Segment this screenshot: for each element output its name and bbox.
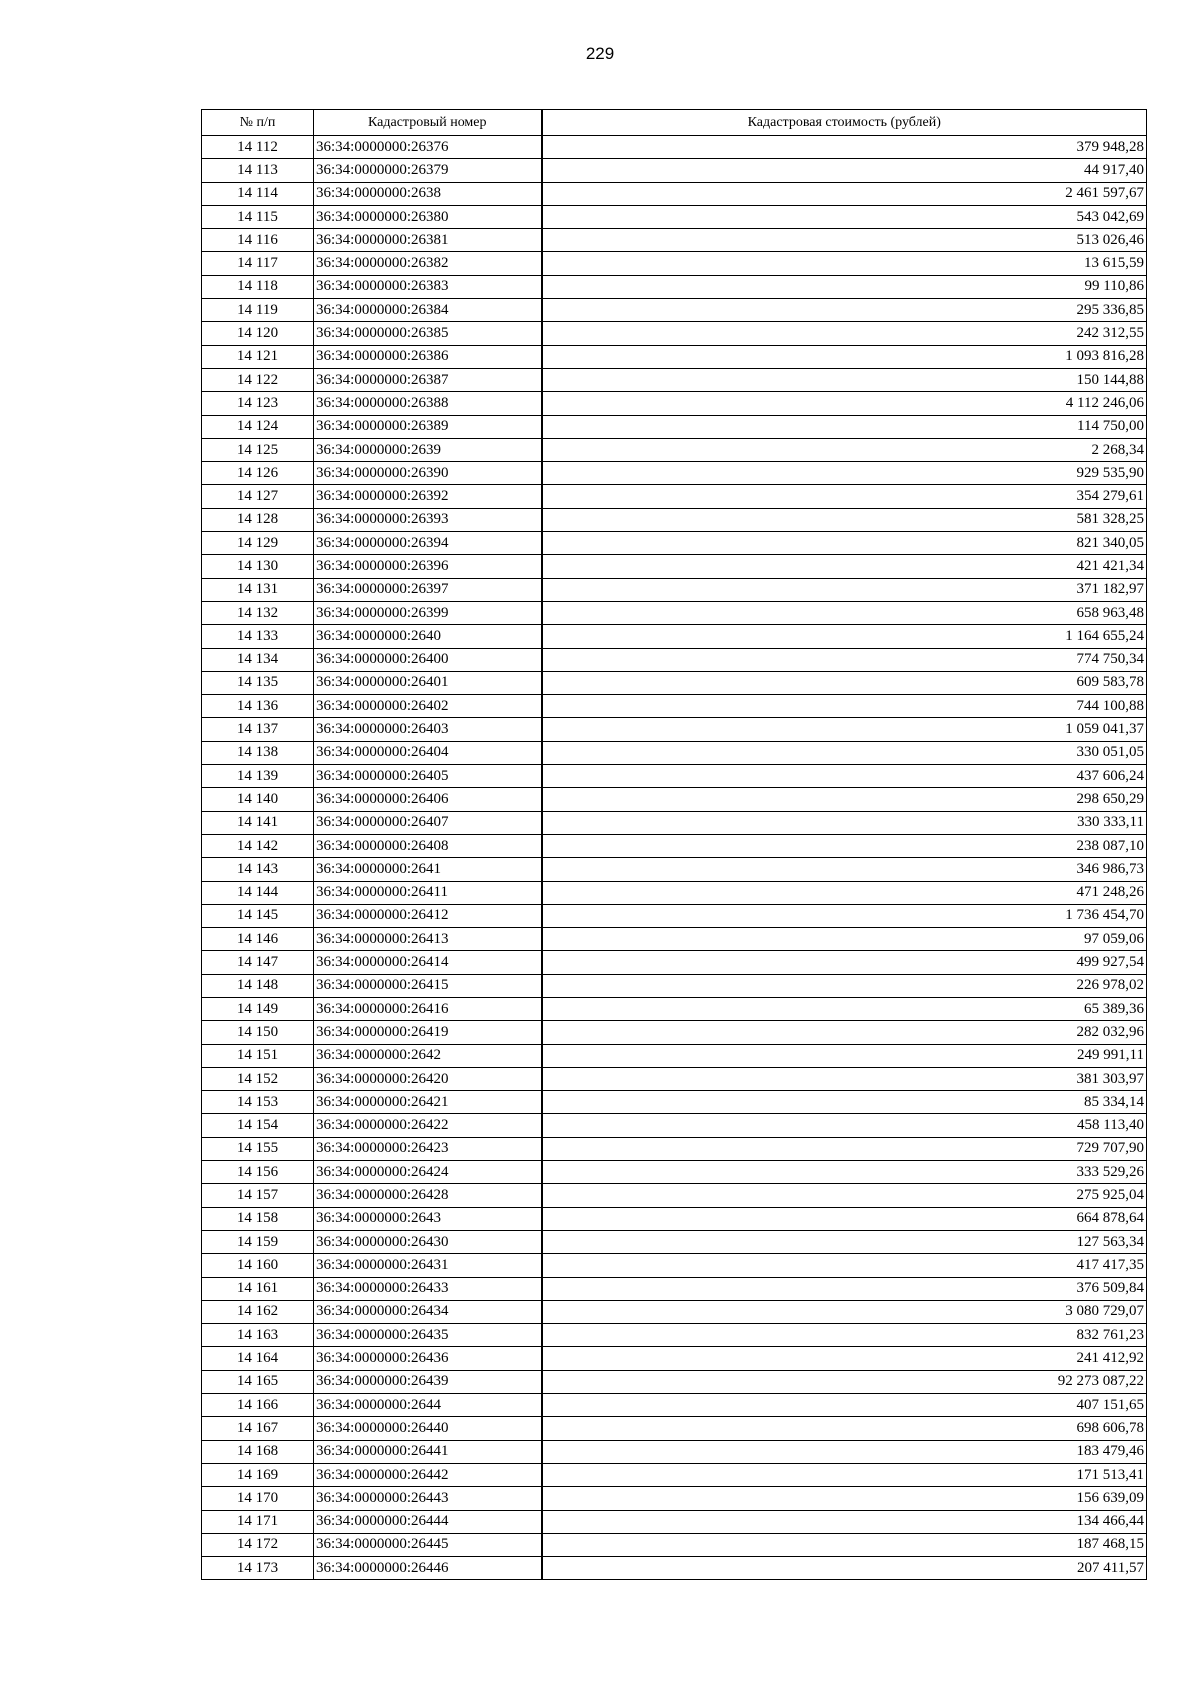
row-number-cell: 14 171 [202,1510,314,1533]
table-row [202,578,1147,601]
cadastral-value-cell: 929 535,90 [542,462,1147,485]
row-number-cell: 14 161 [202,1277,314,1300]
header-cadastral-number: Кадастровый номер [314,110,542,136]
table-row [202,1091,1147,1114]
cadastral-number-cell: 36:34:0000000:26446 [314,1557,542,1580]
cadastral-value-cell: 330 333,11 [542,811,1147,834]
row-number-cell: 14 154 [202,1114,314,1137]
cadastral-number-cell: 36:34:0000000:26442 [314,1463,542,1486]
row-number-cell: 14 150 [202,1021,314,1044]
cadastral-value-cell: 458 113,40 [542,1114,1147,1137]
cadastral-number-cell: 36:34:0000000:2641 [314,858,542,881]
cadastral-number-cell: 36:34:0000000:26428 [314,1184,542,1207]
table-row [202,462,1147,485]
row-number-cell: 14 168 [202,1440,314,1463]
table-row [202,182,1147,205]
row-number-cell: 14 119 [202,299,314,322]
table-row [202,811,1147,834]
cadastral-number-cell: 36:34:0000000:26416 [314,997,542,1020]
cadastral-value-cell: 821 340,05 [542,532,1147,555]
row-number-cell: 14 122 [202,368,314,391]
cadastral-value-cell: 407 151,65 [542,1394,1147,1417]
cadastral-value-cell: 333 529,26 [542,1161,1147,1184]
table-row [202,1347,1147,1370]
row-number-cell: 14 130 [202,555,314,578]
cadastral-number-cell: 36:34:0000000:26443 [314,1487,542,1510]
cadastral-number-cell: 36:34:0000000:2643 [314,1207,542,1230]
cadastral-number-cell: 36:34:0000000:26445 [314,1533,542,1556]
cadastral-value-cell: 1 059 041,37 [542,718,1147,741]
cadastral-value-cell: 1 164 655,24 [542,625,1147,648]
cadastral-value-cell: 207 411,57 [542,1557,1147,1580]
row-number-cell: 14 146 [202,928,314,951]
row-number-cell: 14 155 [202,1137,314,1160]
cadastral-number-cell: 36:34:0000000:26402 [314,695,542,718]
table-row [202,1300,1147,1323]
table-row [202,322,1147,345]
cadastral-number-cell: 36:34:0000000:2639 [314,438,542,461]
table-row [202,671,1147,694]
cadastral-number-cell: 36:34:0000000:26411 [314,881,542,904]
header-row-number: № п/п [202,110,314,136]
cadastral-value-cell: 1 093 816,28 [542,345,1147,368]
table-row [202,648,1147,671]
cadastral-number-cell: 36:34:0000000:26440 [314,1417,542,1440]
cadastral-value-cell: 183 479,46 [542,1440,1147,1463]
table-row [202,1044,1147,1067]
row-number-cell: 14 139 [202,765,314,788]
cadastral-value-cell: 282 032,96 [542,1021,1147,1044]
row-number-cell: 14 137 [202,718,314,741]
table-row [202,881,1147,904]
cadastral-number-cell: 36:34:0000000:26376 [314,136,542,159]
cadastral-number-cell: 36:34:0000000:26388 [314,392,542,415]
cadastral-number-cell: 36:34:0000000:2638 [314,182,542,205]
row-number-cell: 14 169 [202,1463,314,1486]
table-row [202,858,1147,881]
cadastral-value-cell: 2 461 597,67 [542,182,1147,205]
cadastral-value-cell: 298 650,29 [542,788,1147,811]
cadastral-value-cell: 99 110,86 [542,275,1147,298]
table-row [202,1370,1147,1393]
cadastral-number-cell: 36:34:0000000:26396 [314,555,542,578]
row-number-cell: 14 120 [202,322,314,345]
table-row [202,415,1147,438]
cadastral-number-cell: 36:34:0000000:26414 [314,951,542,974]
cadastral-number-cell: 36:34:0000000:26422 [314,1114,542,1137]
cadastral-number-cell: 36:34:0000000:26405 [314,765,542,788]
cadastral-number-cell: 36:34:0000000:26390 [314,462,542,485]
cadastral-value-cell: 609 583,78 [542,671,1147,694]
row-number-cell: 14 162 [202,1300,314,1323]
cadastral-number-cell: 36:34:0000000:26384 [314,299,542,322]
table-row [202,1137,1147,1160]
cadastral-value-cell: 379 948,28 [542,136,1147,159]
row-number-cell: 14 164 [202,1347,314,1370]
cadastral-value-cell: 65 389,36 [542,997,1147,1020]
table-row [202,741,1147,764]
table-row [202,974,1147,997]
cadastral-value-cell: 127 563,34 [542,1230,1147,1253]
row-number-cell: 14 157 [202,1184,314,1207]
cadastral-number-cell: 36:34:0000000:26401 [314,671,542,694]
table-row [202,1324,1147,1347]
page-number: 229 [585,44,615,63]
row-number-cell: 14 115 [202,205,314,228]
table-row [202,1533,1147,1556]
table-row [202,1067,1147,1090]
cadastral-number-cell: 36:34:0000000:26392 [314,485,542,508]
cadastral-value-cell: 295 336,85 [542,299,1147,322]
table-row [202,1254,1147,1277]
cadastral-number-cell: 36:34:0000000:26419 [314,1021,542,1044]
cadastral-value-cell: 238 087,10 [542,834,1147,857]
cadastral-value-cell: 371 182,97 [542,578,1147,601]
cadastral-number-cell: 36:34:0000000:26408 [314,834,542,857]
row-number-cell: 14 159 [202,1230,314,1253]
cadastral-number-cell: 36:34:0000000:26433 [314,1277,542,1300]
table-row [202,1161,1147,1184]
table-row [202,1230,1147,1253]
cadastral-number-cell: 36:34:0000000:26379 [314,159,542,182]
row-number-cell: 14 165 [202,1370,314,1393]
cadastral-value-cell: 97 059,06 [542,928,1147,951]
table-row [202,1510,1147,1533]
cadastral-number-cell: 36:34:0000000:26415 [314,974,542,997]
cadastral-value-cell: 744 100,88 [542,695,1147,718]
row-number-cell: 14 167 [202,1417,314,1440]
cadastral-number-cell: 36:34:0000000:2642 [314,1044,542,1067]
table-row [202,1463,1147,1486]
cadastral-number-cell: 36:34:0000000:26444 [314,1510,542,1533]
cadastral-number-cell: 36:34:0000000:26403 [314,718,542,741]
table-row [202,1487,1147,1510]
cadastral-number-cell: 36:34:0000000:26430 [314,1230,542,1253]
cadastral-number-cell: 36:34:0000000:26394 [314,532,542,555]
table-row [202,1207,1147,1230]
cadastral-number-cell: 36:34:0000000:26381 [314,229,542,252]
table-row [202,904,1147,927]
row-number-cell: 14 138 [202,741,314,764]
cadastral-value-cell: 171 513,41 [542,1463,1147,1486]
row-number-cell: 14 158 [202,1207,314,1230]
cadastral-value-cell: 437 606,24 [542,765,1147,788]
row-number-cell: 14 135 [202,671,314,694]
row-number-cell: 14 128 [202,508,314,531]
cadastral-value-cell: 330 051,05 [542,741,1147,764]
cadastral-number-cell: 36:34:0000000:26400 [314,648,542,671]
row-number-cell: 14 153 [202,1091,314,1114]
row-number-cell: 14 112 [202,136,314,159]
table-row [202,299,1147,322]
table-row [202,438,1147,461]
cadastral-number-cell: 36:34:0000000:26436 [314,1347,542,1370]
cadastral-value-cell: 376 509,84 [542,1277,1147,1300]
cadastral-value-cell: 499 927,54 [542,951,1147,974]
cadastral-value-cell: 698 606,78 [542,1417,1147,1440]
row-number-cell: 14 129 [202,532,314,555]
table-row [202,928,1147,951]
cadastral-value-cell: 346 986,73 [542,858,1147,881]
cadastral-value-cell: 664 878,64 [542,1207,1147,1230]
cadastral-value-cell: 581 328,25 [542,508,1147,531]
row-number-cell: 14 114 [202,182,314,205]
table-row [202,1394,1147,1417]
table-row [202,718,1147,741]
cadastral-number-cell: 36:34:0000000:26413 [314,928,542,951]
cadastral-number-cell: 36:34:0000000:26431 [314,1254,542,1277]
table-row [202,229,1147,252]
row-number-cell: 14 149 [202,997,314,1020]
table-row [202,765,1147,788]
row-number-cell: 14 152 [202,1067,314,1090]
row-number-cell: 14 145 [202,904,314,927]
cadastral-number-cell: 36:34:0000000:26434 [314,1300,542,1323]
cadastral-number-cell: 36:34:0000000:26421 [314,1091,542,1114]
table-header-row [202,110,1147,136]
cadastral-value-cell: 241 412,92 [542,1347,1147,1370]
cadastral-value-cell: 658 963,48 [542,601,1147,624]
table-row [202,1440,1147,1463]
cadastral-number-cell: 36:34:0000000:26399 [314,601,542,624]
cadastral-value-cell: 249 991,11 [542,1044,1147,1067]
cadastral-value-cell: 92 273 087,22 [542,1370,1147,1393]
cadastral-number-cell: 36:34:0000000:26383 [314,275,542,298]
cadastral-number-cell: 36:34:0000000:26397 [314,578,542,601]
cadastral-number-cell: 36:34:0000000:26406 [314,788,542,811]
cadastral-value-cell: 150 144,88 [542,368,1147,391]
cadastral-value-cell: 156 639,09 [542,1487,1147,1510]
table-row [202,1557,1147,1580]
cadastral-value-cell: 275 925,04 [542,1184,1147,1207]
cadastral-value-cell: 4 112 246,06 [542,392,1147,415]
row-number-cell: 14 148 [202,974,314,997]
cadastral-value-cell: 354 279,61 [542,485,1147,508]
table-row [202,392,1147,415]
row-number-cell: 14 133 [202,625,314,648]
cadastral-value-cell: 44 917,40 [542,159,1147,182]
table-row [202,625,1147,648]
cadastral-value-cell: 114 750,00 [542,415,1147,438]
table-body [202,136,1147,1580]
row-number-cell: 14 166 [202,1394,314,1417]
table-row [202,555,1147,578]
table-row [202,834,1147,857]
cadastral-value-cell: 832 761,23 [542,1324,1147,1347]
table-row [202,136,1147,159]
header-cadastral-value: Кадастровая стоимость (рублей) [542,110,1147,136]
cadastral-number-cell: 36:34:0000000:2644 [314,1394,542,1417]
row-number-cell: 14 143 [202,858,314,881]
table-row [202,788,1147,811]
table-row [202,275,1147,298]
table-row [202,1114,1147,1137]
row-number-cell: 14 126 [202,462,314,485]
cadastral-value-cell: 242 312,55 [542,322,1147,345]
cadastral-value-cell: 2 268,34 [542,438,1147,461]
table-row [202,601,1147,624]
table-row [202,252,1147,275]
row-number-cell: 14 117 [202,252,314,275]
row-number-cell: 14 123 [202,392,314,415]
cadastral-value-cell: 187 468,15 [542,1533,1147,1556]
table-row [202,1021,1147,1044]
cadastral-value-cell: 3 080 729,07 [542,1300,1147,1323]
table-row [202,345,1147,368]
row-number-cell: 14 127 [202,485,314,508]
cadastral-number-cell: 36:34:0000000:2640 [314,625,542,648]
row-number-cell: 14 134 [202,648,314,671]
cadastral-number-cell: 36:34:0000000:26387 [314,368,542,391]
cadastral-number-cell: 36:34:0000000:26435 [314,1324,542,1347]
row-number-cell: 14 172 [202,1533,314,1556]
row-number-cell: 14 118 [202,275,314,298]
row-number-cell: 14 144 [202,881,314,904]
table-row [202,485,1147,508]
cadastral-number-cell: 36:34:0000000:26385 [314,322,542,345]
cadastral-number-cell: 36:34:0000000:26393 [314,508,542,531]
cadastral-number-cell: 36:34:0000000:26382 [314,252,542,275]
cadastral-number-cell: 36:34:0000000:26412 [314,904,542,927]
row-number-cell: 14 163 [202,1324,314,1347]
cadastral-number-cell: 36:34:0000000:26386 [314,345,542,368]
cadastral-value-cell: 513 026,46 [542,229,1147,252]
cadastral-value-cell: 381 303,97 [542,1067,1147,1090]
cadastral-value-cell: 1 736 454,70 [542,904,1147,927]
cadastral-value-cell: 774 750,34 [542,648,1147,671]
table-row [202,159,1147,182]
cadastral-value-cell: 543 042,69 [542,205,1147,228]
row-number-cell: 14 142 [202,834,314,857]
table-row [202,997,1147,1020]
row-number-cell: 14 131 [202,578,314,601]
cadastral-value-cell: 134 466,44 [542,1510,1147,1533]
cadastral-value-cell: 85 334,14 [542,1091,1147,1114]
cadastral-value-cell: 471 248,26 [542,881,1147,904]
row-number-cell: 14 173 [202,1557,314,1580]
row-number-cell: 14 125 [202,438,314,461]
cadastral-number-cell: 36:34:0000000:26380 [314,205,542,228]
cadastral-number-cell: 36:34:0000000:26441 [314,1440,542,1463]
table-row [202,695,1147,718]
table-row [202,508,1147,531]
cadastral-value-cell: 226 978,02 [542,974,1147,997]
row-number-cell: 14 147 [202,951,314,974]
cadastral-number-cell: 36:34:0000000:26389 [314,415,542,438]
table-row [202,368,1147,391]
cadastral-number-cell: 36:34:0000000:26404 [314,741,542,764]
table-row [202,1184,1147,1207]
table-row [202,951,1147,974]
cadastral-number-cell: 36:34:0000000:26420 [314,1067,542,1090]
cadastral-value-cell: 417 417,35 [542,1254,1147,1277]
table-header [202,110,1147,136]
cadastral-value-table [201,109,1147,1580]
row-number-cell: 14 136 [202,695,314,718]
cadastral-value-cell: 13 615,59 [542,252,1147,275]
cadastral-number-cell: 36:34:0000000:26423 [314,1137,542,1160]
table-row [202,1277,1147,1300]
row-number-cell: 14 121 [202,345,314,368]
cadastral-number-cell: 36:34:0000000:26407 [314,811,542,834]
row-number-cell: 14 140 [202,788,314,811]
row-number-cell: 14 113 [202,159,314,182]
row-number-cell: 14 141 [202,811,314,834]
row-number-cell: 14 124 [202,415,314,438]
cadastral-value-cell: 729 707,90 [542,1137,1147,1160]
row-number-cell: 14 156 [202,1161,314,1184]
table-row [202,532,1147,555]
row-number-cell: 14 116 [202,229,314,252]
row-number-cell: 14 151 [202,1044,314,1067]
cadastral-number-cell: 36:34:0000000:26424 [314,1161,542,1184]
row-number-cell: 14 132 [202,601,314,624]
row-number-cell: 14 160 [202,1254,314,1277]
table-row [202,205,1147,228]
row-number-cell: 14 170 [202,1487,314,1510]
cadastral-value-cell: 421 421,34 [542,555,1147,578]
table-row [202,1417,1147,1440]
cadastral-number-cell: 36:34:0000000:26439 [314,1370,542,1393]
